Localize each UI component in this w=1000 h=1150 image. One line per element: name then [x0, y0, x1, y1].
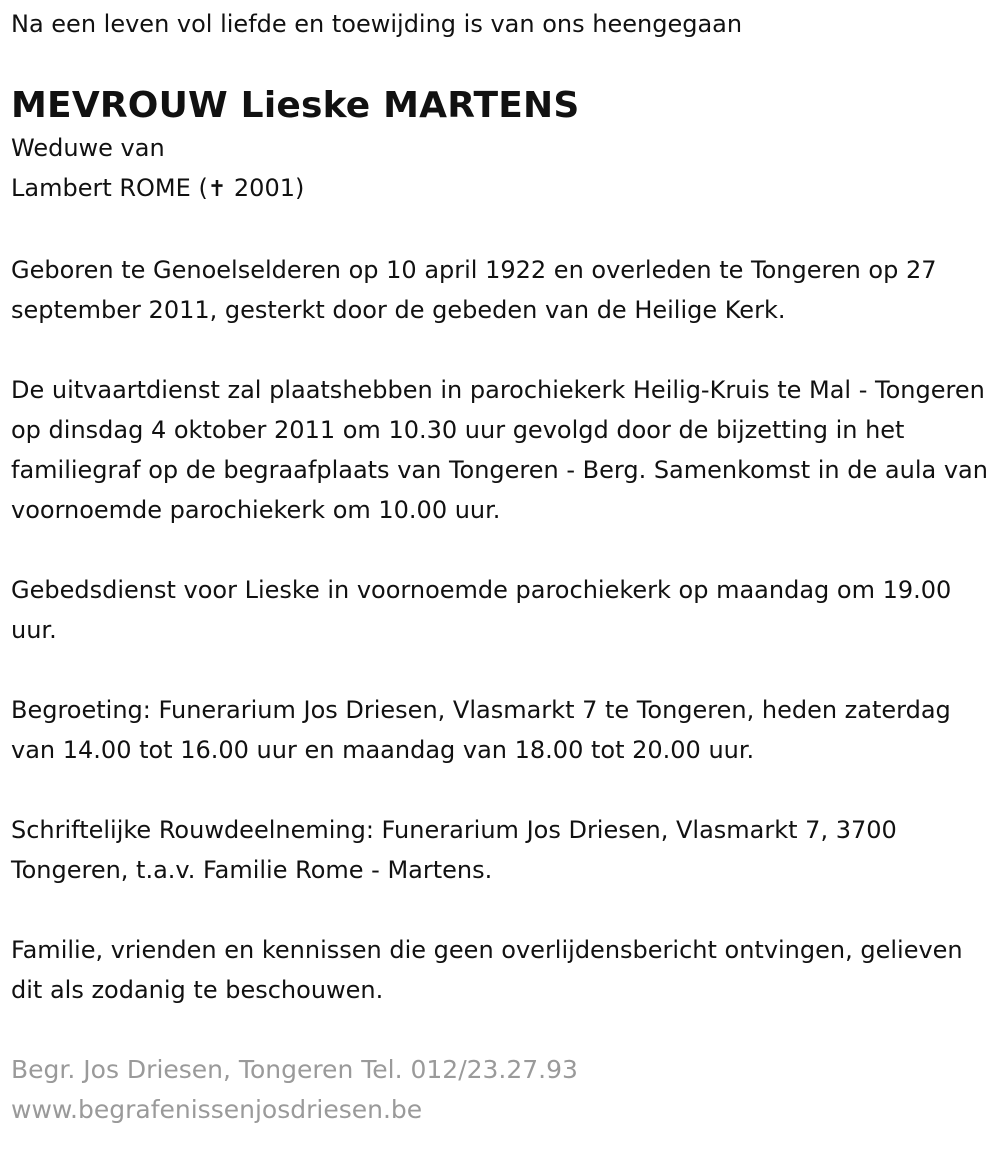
birth-death-paragraph: Geboren te Genoelselderen op 10 april 1922 en overleden te Tongeren op 27 september 2011, gesterkt door de gebeden van de Heilige Kerk.: [11, 256, 937, 324]
prayer-service-paragraph: Gebedsdienst voor Lieske in voornoemde parochiekerk op maandag om 19.00 uur.: [11, 576, 952, 644]
close-paren: ): [294, 174, 305, 202]
widow-label: Weduwe van: [11, 134, 165, 162]
deceased-name: MEVROUW Lieske MARTENS: [11, 85, 580, 126]
spouse-line: [11, 168, 996, 210]
family-notice-paragraph: Familie, vrienden en kennissen die geen overlijdensbericht ontvingen, gelieven dit als zodanig te beschouwen.: [11, 936, 963, 1004]
condolence-paragraph: Schriftelijke Rouwdeelneming: Funerarium Jos Driesen, Vlasmarkt 7, 3700 Tongeren, t.a.v. Familie Rome - Martens.: [11, 816, 897, 884]
obituary-notice: [11, 0, 996, 1130]
spouse-name: Lambert ROME: [11, 174, 191, 202]
visitation-paragraph: Begroeting: Funerarium Jos Driesen, Vlasmarkt 7 te Tongeren, heden zaterdag van 14.00 tot 16.00 uur en maandag van 18.00 tot 20.00 uur.: [11, 696, 951, 764]
spouse-death-year: 2001: [233, 174, 295, 202]
funeral-home-website: www.begrafenissenjosdriesen.be: [11, 1095, 423, 1124]
spouse-block: [11, 128, 996, 210]
intro-line: Na een leven vol liefde en toewijding is van ons heengegaan: [11, 10, 743, 38]
open-paren: (: [198, 174, 208, 202]
funeral-service-paragraph: De uitvaartdienst zal plaatshebben in parochiekerk Heilig-Kruis te Mal - Tongeren op dinsdag 4 oktober 2011 om 10.30 uur gevolgd door de bijzetting in het familiegraf op de begraafplaats van Tongeren - Berg. Samenkomst in de aula van voornoemde parochiekerk om 10.00 uur.: [11, 376, 988, 524]
funeral-home-footer: [11, 1050, 996, 1130]
funeral-home-contact: Begr. Jos Driesen, Tongeren Tel. 012/23.27.93: [11, 1055, 578, 1084]
cross-icon: ✝: [207, 177, 227, 202]
